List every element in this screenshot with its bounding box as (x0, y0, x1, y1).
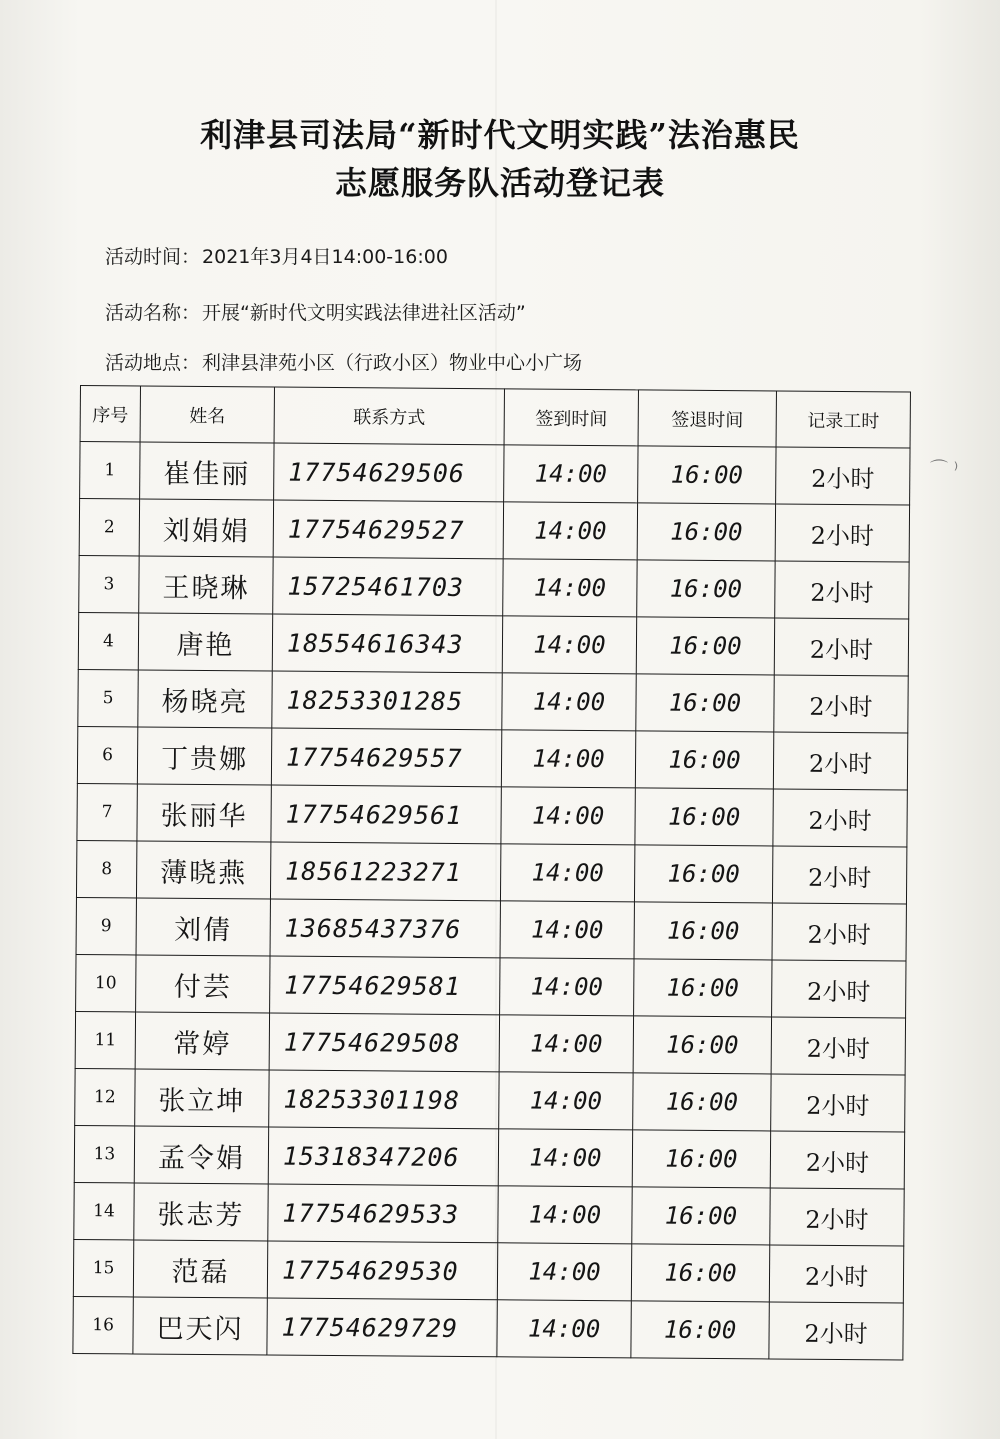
row-hours: 2小时 (769, 1245, 903, 1303)
row-hours: 2小时 (772, 903, 906, 961)
row-index: 6 (77, 726, 137, 783)
row-phone: 17754629508 (269, 1013, 499, 1072)
activity-place-row (105, 348, 582, 375)
row-name-signature: 张立坤 (135, 1069, 269, 1127)
table-row (75, 1068, 905, 1132)
table-row (76, 954, 906, 1018)
row-index: 8 (76, 840, 136, 897)
row-checkout-time: 16:00 (634, 902, 772, 960)
row-checkout-time: 16:00 (637, 560, 775, 618)
header-contact: 联系方式 (274, 387, 504, 445)
row-checkin-time: 14:00 (504, 445, 638, 503)
row-checkin-time: 14:00 (498, 1129, 632, 1187)
row-phone: 18253301285 (272, 671, 502, 730)
row-phone: 18253301198 (269, 1070, 499, 1129)
activity-name-value: 开展“新时代文明实践法律进社区活动” (202, 302, 526, 324)
row-index: 11 (75, 1011, 135, 1068)
row-name-signature: 唐艳 (138, 613, 272, 671)
row-phone: 18554616343 (272, 614, 502, 673)
row-index: 12 (75, 1068, 135, 1125)
table-row (78, 612, 908, 676)
row-phone: 17754629527 (273, 500, 503, 559)
row-index: 4 (78, 612, 138, 669)
row-name-signature: 付芸 (136, 955, 270, 1013)
row-name-signature: 张志芳 (134, 1183, 268, 1241)
table-row (74, 1125, 904, 1189)
activity-name-row (105, 298, 526, 325)
row-name-signature: 刘倩 (136, 898, 270, 956)
row-phone: 17754629561 (271, 785, 501, 844)
row-hours: 2小时 (775, 504, 909, 562)
activity-name-label: 活动名称： (105, 302, 201, 324)
row-checkin-time: 14:00 (499, 1072, 633, 1130)
row-phone: 17754629729 (267, 1298, 497, 1357)
row-phone: 13685437376 (270, 899, 500, 958)
row-checkout-time: 16:00 (631, 1301, 769, 1359)
row-checkin-time: 14:00 (497, 1300, 631, 1358)
row-checkout-time: 16:00 (637, 503, 775, 561)
row-hours: 2小时 (774, 618, 908, 676)
row-index: 16 (73, 1296, 133, 1353)
row-name-signature: 崔佳丽 (140, 442, 274, 500)
table-row (79, 555, 909, 619)
row-phone: 15318347206 (268, 1127, 498, 1186)
margin-pen-mark: ⌒ ⁾ (930, 459, 959, 480)
row-checkout-time: 16:00 (633, 1016, 771, 1074)
row-name-signature: 杨晓亮 (138, 670, 272, 728)
table-row (74, 1182, 904, 1246)
row-hours: 2小时 (771, 1074, 905, 1132)
row-checkin-time: 14:00 (503, 559, 637, 617)
row-checkout-time: 16:00 (633, 1073, 771, 1131)
table-row (75, 1011, 905, 1075)
table-row (79, 499, 909, 563)
header-checkin: 签到时间 (504, 389, 638, 446)
activity-time-row (105, 242, 448, 269)
activity-time-value: 2021年3月4日14:00-16:00 (202, 246, 448, 268)
row-name-signature: 刘娟娟 (139, 499, 273, 557)
row-checkout-time: 16:00 (636, 674, 774, 732)
row-hours: 2小时 (772, 846, 906, 904)
activity-time-label: 活动时间： (105, 246, 201, 268)
table-row (76, 897, 906, 961)
row-checkin-time: 14:00 (500, 844, 634, 902)
row-checkin-time: 14:00 (500, 901, 634, 959)
row-index: 14 (74, 1182, 134, 1239)
header-name: 姓名 (140, 386, 274, 443)
row-name-signature: 范磊 (133, 1240, 267, 1298)
row-checkout-time: 16:00 (635, 731, 773, 789)
row-index: 5 (78, 669, 138, 726)
row-phone: 17754629506 (274, 443, 504, 502)
row-checkin-time: 14:00 (497, 1243, 631, 1301)
row-checkout-time: 16:00 (635, 788, 773, 846)
row-checkout-time: 16:00 (634, 959, 772, 1017)
row-checkin-time: 14:00 (500, 958, 634, 1016)
activity-place-label: 活动地点： (105, 352, 201, 374)
registration-table (72, 385, 911, 1360)
row-name-signature: 薄晓燕 (136, 841, 270, 899)
header-hours: 记录工时 (776, 391, 910, 448)
row-index: 1 (80, 442, 140, 499)
row-name-signature: 王晓琳 (139, 556, 273, 614)
row-name-signature: 常婷 (135, 1012, 269, 1070)
row-index: 7 (77, 783, 137, 840)
row-checkin-time: 14:00 (501, 787, 635, 845)
row-hours: 2小时 (775, 561, 909, 619)
table-row (80, 442, 910, 506)
row-checkout-time: 16:00 (632, 1130, 770, 1188)
row-phone: 17754629530 (267, 1241, 497, 1300)
row-hours: 2小时 (776, 447, 910, 505)
row-checkin-time: 14:00 (502, 673, 636, 731)
row-checkout-time: 16:00 (634, 845, 772, 903)
row-checkin-time: 14:00 (501, 730, 635, 788)
row-checkout-time: 16:00 (636, 617, 774, 675)
row-phone: 17754629557 (271, 728, 501, 787)
row-hours: 2小时 (773, 732, 907, 790)
row-index: 3 (79, 555, 139, 612)
row-hours: 2小时 (770, 1131, 904, 1189)
row-index: 15 (73, 1239, 133, 1296)
table-row (76, 840, 906, 904)
row-hours: 2小时 (771, 1017, 905, 1075)
row-phone: 18561223271 (270, 842, 500, 901)
row-index: 10 (76, 954, 136, 1011)
row-checkin-time: 14:00 (502, 616, 636, 674)
row-phone: 17754629533 (268, 1184, 498, 1243)
row-checkin-time: 14:00 (503, 502, 637, 560)
row-name-signature: 丁贵娜 (137, 727, 271, 785)
row-hours: 2小时 (774, 675, 908, 733)
row-checkin-time: 14:00 (499, 1015, 633, 1073)
row-index: 13 (74, 1125, 134, 1182)
row-hours: 2小时 (772, 960, 906, 1018)
row-name-signature: 巴天闪 (133, 1297, 267, 1355)
document-title-line2: 志愿服务队活动登记表 (334, 164, 665, 202)
document-title-line1: 利津县司法局“新时代文明实践”法治惠民 (200, 116, 800, 154)
row-checkout-time: 16:00 (631, 1244, 769, 1302)
row-hours: 2小时 (770, 1188, 904, 1246)
table-row (77, 726, 907, 790)
table-header-row (80, 386, 910, 449)
row-index: 2 (79, 499, 139, 556)
row-index: 9 (76, 897, 136, 954)
table-row (73, 1296, 903, 1360)
header-checkout: 签退时间 (638, 390, 776, 447)
table-row (78, 669, 908, 733)
row-checkin-time: 14:00 (498, 1186, 632, 1244)
row-phone: 15725461703 (273, 557, 503, 616)
row-name-signature: 孟令娟 (134, 1126, 268, 1184)
table-row (73, 1239, 903, 1303)
row-name-signature: 张丽华 (137, 784, 271, 842)
row-checkout-time: 16:00 (632, 1187, 770, 1245)
row-hours: 2小时 (773, 789, 907, 847)
header-index: 序号 (80, 386, 140, 442)
table-row (77, 783, 907, 847)
row-checkout-time: 16:00 (638, 446, 776, 504)
row-hours: 2小时 (769, 1302, 903, 1360)
activity-place-value: 利津县津苑小区（行政小区）物业中心小广场 (202, 352, 583, 374)
row-phone: 17754629581 (270, 956, 500, 1015)
